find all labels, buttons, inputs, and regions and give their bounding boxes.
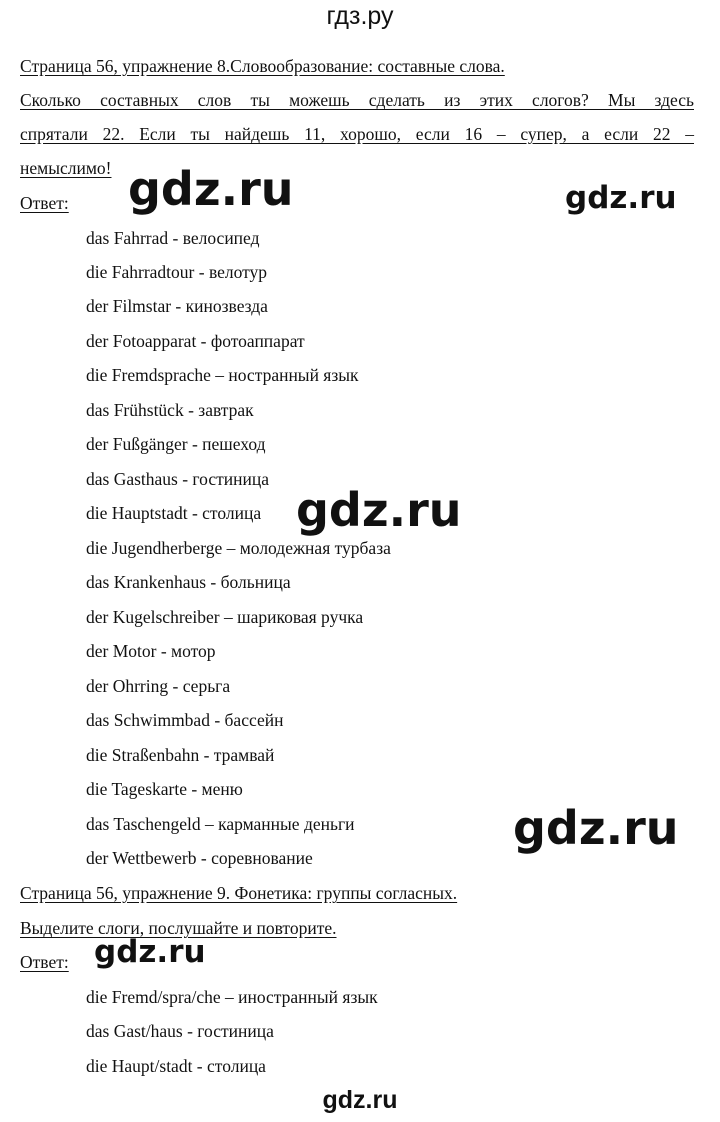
vocab-item: der Motor - мотор [86, 641, 216, 661]
vocab-item: der Filmstar - кинозвезда [86, 296, 268, 316]
vocab-item: der Fotoapparat - фотоаппарат [86, 331, 305, 351]
exercise8-title: Страница 56, упражнение 8.Словообразование: составные слова. [20, 56, 505, 76]
exercise8-task-line-3: немыслимо! [20, 158, 112, 178]
exercise9-answer-label: Ответ: [20, 952, 69, 972]
vocab-item: die Tageskarte - меню [86, 779, 243, 799]
vocab-item: die Fremd/spra/che – иностранный язык [86, 987, 378, 1007]
vocab-item: das Gast/haus - гостиница [86, 1021, 274, 1041]
exercise8-answer-label: Ответ: [20, 193, 69, 213]
vocab-item: die Haupt/stadt - столица [86, 1056, 266, 1076]
exercise8-task-line-1: Сколько составных слов ты можешь сделать из этих слогов? Мы здесь [20, 90, 694, 110]
vocab-item: die Fremdsprache – ностранный язык [86, 365, 359, 385]
watermark: gdz.ru [296, 483, 462, 537]
exercise9-title: Страница 56, упражнение 9. Фонетика: группы согласных. [20, 883, 458, 903]
exercise9-task: Выделите слоги, послушайте и повторите. [20, 918, 337, 938]
watermark: gdz.ru [128, 162, 294, 216]
watermark: gdz.ru [565, 180, 677, 216]
site-brand-header: гдз.ру [326, 2, 394, 30]
vocab-item: das Fahrrad - велосипед [86, 228, 260, 248]
exercise8-task-line-2: спрятали 22. Если ты найдешь 11, хорошо, если 16 – супер, а если 22 – [20, 124, 694, 144]
vocab-item: der Ohrring - серьга [86, 676, 231, 696]
vocab-item: die Straßenbahn - трамвай [86, 745, 275, 765]
vocab-item: die Fahrradtour - велотур [86, 262, 268, 282]
vocab-item: das Schwimmbad - бассейн [86, 710, 284, 730]
watermark: gdz.ru [513, 801, 679, 855]
vocab-item: die Jugendherberge – молодежная турбаза [86, 538, 391, 558]
watermark: gdz.ru [94, 934, 206, 970]
vocab-item: die Hauptstadt - столица [86, 503, 262, 523]
vocab-item: das Krankenhaus - больница [86, 572, 291, 592]
site-brand-footer: gdz.ru [322, 1086, 398, 1114]
vocab-item: der Wettbewerb - соревнование [86, 848, 313, 868]
vocab-item: das Gasthaus - гостиница [86, 469, 270, 489]
vocab-item: der Fußgänger - пешеход [86, 434, 266, 454]
vocab-item: das Taschengeld – карманные деньги [86, 814, 355, 834]
vocab-item: das Frühstück - завтрак [86, 400, 254, 420]
vocab-item: der Kugelschreiber – шариковая ручка [86, 607, 364, 627]
